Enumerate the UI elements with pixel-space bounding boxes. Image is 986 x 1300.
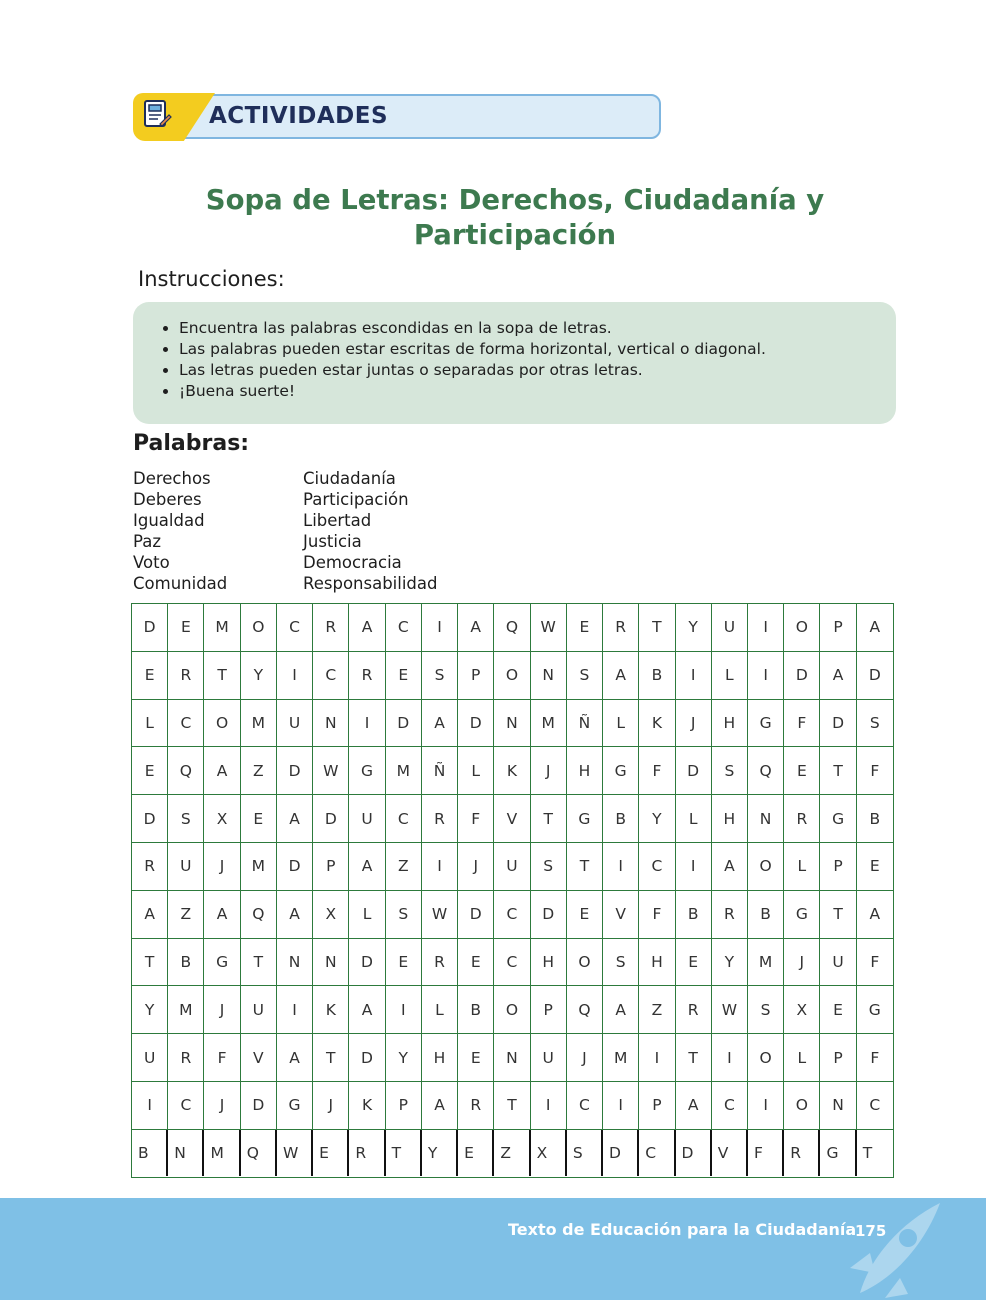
grid-cell: M (168, 986, 204, 1034)
grid-cell: I (422, 604, 458, 652)
grid-cell: L (458, 747, 494, 795)
grid-cell: U (712, 604, 748, 652)
grid-cell: T (132, 939, 168, 987)
word-item: Derechos (133, 469, 211, 488)
grid-cell: J (313, 1082, 349, 1130)
grid-cell: C (277, 604, 313, 652)
grid-cell: I (132, 1082, 168, 1130)
grid-cell: U (277, 700, 313, 748)
grid-cell: V (494, 795, 530, 843)
grid-cell: P (386, 1082, 422, 1130)
grid-row (132, 1034, 893, 1082)
word-item: Voto (133, 553, 170, 572)
word-item: Justicia (303, 532, 362, 551)
grid-cell: G (204, 939, 240, 987)
grid-cell: C (639, 843, 675, 891)
grid-cell: T (494, 1082, 530, 1130)
grid-cell: S (567, 652, 603, 700)
grid-cell: R (422, 795, 458, 843)
grid-cell: S (748, 986, 784, 1034)
grid-cell: N (313, 700, 349, 748)
grid-cell: Q (241, 891, 277, 939)
grid-cell: C (386, 795, 422, 843)
grid-cell: M (204, 604, 240, 652)
grid-cell: A (857, 891, 893, 939)
grid-cell: E (386, 939, 422, 987)
word-item: Ciudadanía (303, 469, 396, 488)
grid-cell: Q (748, 747, 784, 795)
grid-cell: N (531, 652, 567, 700)
grid-cell: A (204, 747, 240, 795)
grid-cell: V (603, 891, 639, 939)
grid-cell: I (748, 604, 784, 652)
grid-cell: R (784, 1130, 820, 1176)
grid-cell: U (349, 795, 385, 843)
grid-cell: O (748, 843, 784, 891)
grid-cell: O (784, 1082, 820, 1130)
grid-cell: I (277, 986, 313, 1034)
grid-cell: P (313, 843, 349, 891)
grid-cell: P (639, 1082, 675, 1130)
grid-cell: D (676, 747, 712, 795)
grid-cell: H (422, 1034, 458, 1082)
grid-cell: G (857, 986, 893, 1034)
grid-cell: D (277, 747, 313, 795)
grid-cell: F (458, 795, 494, 843)
grid-cell: T (386, 1130, 422, 1176)
grid-cell: B (458, 986, 494, 1034)
banner-title: ACTIVIDADES (209, 103, 389, 129)
grid-cell: T (820, 747, 856, 795)
grid-cell: X (531, 1130, 567, 1176)
grid-cell: J (458, 843, 494, 891)
page-title: Sopa de Letras: Derechos, Ciudadanía y Participación (205, 184, 825, 251)
grid-cell: B (676, 891, 712, 939)
grid-cell: A (603, 652, 639, 700)
grid-cell: R (676, 986, 712, 1034)
grid-cell: S (567, 1130, 603, 1176)
grid-cell: R (313, 604, 349, 652)
grid-cell: E (567, 604, 603, 652)
grid-cell: H (712, 795, 748, 843)
words-column-1 (133, 468, 227, 594)
grid-cell: A (422, 700, 458, 748)
grid-cell: D (349, 1034, 385, 1082)
grid-cell: V (712, 1130, 748, 1176)
grid-cell: Y (386, 1034, 422, 1082)
grid-cell: N (494, 1034, 530, 1082)
grid-cell: H (712, 700, 748, 748)
grid-cell: F (204, 1034, 240, 1082)
grid-cell: Y (676, 604, 712, 652)
grid-cell: Ñ (567, 700, 603, 748)
grid-cell: R (712, 891, 748, 939)
grid-cell: G (820, 1130, 856, 1176)
grid-cell: B (168, 939, 204, 987)
grid-cell: X (784, 986, 820, 1034)
grid-cell: H (639, 939, 675, 987)
grid-cell: I (639, 1034, 675, 1082)
grid-cell: L (349, 891, 385, 939)
grid-cell: A (349, 604, 385, 652)
grid-cell: V (241, 1034, 277, 1082)
grid-cell: D (857, 652, 893, 700)
grid-cell: I (386, 986, 422, 1034)
grid-row (132, 1130, 893, 1176)
grid-cell: I (676, 652, 712, 700)
grid-cell: N (313, 939, 349, 987)
grid-row (132, 747, 893, 795)
grid-cell: G (277, 1082, 313, 1130)
grid-cell: C (712, 1082, 748, 1130)
grid-cell: S (386, 891, 422, 939)
grid-cell: F (639, 891, 675, 939)
grid-cell: T (531, 795, 567, 843)
grid-cell: A (277, 1034, 313, 1082)
grid-cell: D (784, 652, 820, 700)
grid-cell: X (204, 795, 240, 843)
grid-cell: G (820, 795, 856, 843)
grid-cell: O (784, 604, 820, 652)
grid-cell: E (458, 939, 494, 987)
grid-cell: D (132, 795, 168, 843)
grid-cell: W (531, 604, 567, 652)
grid-cell: J (567, 1034, 603, 1082)
grid-cell: C (168, 700, 204, 748)
grid-cell: C (168, 1082, 204, 1130)
rocket-icon (830, 1198, 950, 1300)
grid-cell: O (748, 1034, 784, 1082)
grid-cell: M (241, 700, 277, 748)
grid-cell: K (313, 986, 349, 1034)
grid-cell: G (349, 747, 385, 795)
grid-cell: M (204, 1130, 240, 1176)
grid-cell: G (567, 795, 603, 843)
grid-cell: Q (567, 986, 603, 1034)
grid-cell: X (313, 891, 349, 939)
word-item: Igualdad (133, 511, 205, 530)
grid-cell: P (820, 604, 856, 652)
grid-cell: Y (241, 652, 277, 700)
grid-cell: F (857, 939, 893, 987)
grid-cell: E (241, 795, 277, 843)
word-item: Deberes (133, 490, 202, 509)
grid-cell: R (349, 1130, 385, 1176)
word-item: Participación (303, 490, 409, 509)
grid-cell: I (748, 1082, 784, 1130)
activities-banner (133, 93, 663, 143)
grid-cell: J (204, 843, 240, 891)
instruction-item: • Las letras pueden estar juntas o separadas por otras letras. (179, 360, 896, 381)
grid-cell: F (748, 1130, 784, 1176)
word-search-grid (131, 603, 894, 1178)
page-footer (0, 1198, 986, 1300)
grid-cell: S (712, 747, 748, 795)
grid-cell: E (784, 747, 820, 795)
grid-row (132, 700, 893, 748)
grid-cell: J (784, 939, 820, 987)
grid-cell: O (204, 700, 240, 748)
grid-cell: D (603, 1130, 639, 1176)
grid-cell: D (676, 1130, 712, 1176)
grid-cell: E (313, 1130, 349, 1176)
grid-cell: L (132, 700, 168, 748)
grid-cell: G (603, 747, 639, 795)
instructions-box (133, 302, 896, 424)
grid-row (132, 986, 893, 1034)
grid-cell: C (386, 604, 422, 652)
grid-cell: P (820, 843, 856, 891)
grid-cell: F (639, 747, 675, 795)
grid-cell: K (639, 700, 675, 748)
grid-cell: G (748, 700, 784, 748)
grid-cell: S (531, 843, 567, 891)
grid-cell: C (313, 652, 349, 700)
grid-cell: E (458, 1130, 494, 1176)
grid-cell: Z (168, 891, 204, 939)
grid-cell: R (132, 843, 168, 891)
grid-cell: D (349, 939, 385, 987)
instructions-heading: Instrucciones: (138, 267, 285, 291)
grid-cell: E (132, 652, 168, 700)
grid-cell: H (567, 747, 603, 795)
word-item: Democracia (303, 553, 402, 572)
grid-cell: N (748, 795, 784, 843)
grid-row (132, 891, 893, 939)
grid-cell: L (422, 986, 458, 1034)
grid-cell: H (531, 939, 567, 987)
instructions-list (133, 302, 896, 402)
grid-cell: C (494, 939, 530, 987)
grid-cell: W (712, 986, 748, 1034)
grid-cell: R (458, 1082, 494, 1130)
grid-cell: L (784, 843, 820, 891)
grid-cell: F (857, 747, 893, 795)
grid-row (132, 1082, 893, 1130)
grid-cell: D (458, 700, 494, 748)
grid-cell: Y (132, 986, 168, 1034)
grid-cell: N (168, 1130, 204, 1176)
word-item: Responsabilidad (303, 574, 438, 593)
grid-row (132, 843, 893, 891)
grid-cell: D (313, 795, 349, 843)
grid-cell: N (494, 700, 530, 748)
grid-cell: Q (494, 604, 530, 652)
grid-cell: I (277, 652, 313, 700)
grid-cell: I (676, 843, 712, 891)
grid-cell: A (603, 986, 639, 1034)
grid-cell: B (603, 795, 639, 843)
grid-cell: N (820, 1082, 856, 1130)
grid-cell: I (603, 1082, 639, 1130)
grid-cell: Ñ (422, 747, 458, 795)
footer-text: Texto de Educación para la Ciudadanía (508, 1220, 857, 1239)
grid-cell: P (458, 652, 494, 700)
grid-cell: A (422, 1082, 458, 1130)
grid-cell: O (494, 652, 530, 700)
grid-cell: J (676, 700, 712, 748)
grid-cell: Z (639, 986, 675, 1034)
grid-cell: D (531, 891, 567, 939)
grid-cell: I (748, 652, 784, 700)
grid-cell: E (857, 843, 893, 891)
grid-cell: R (603, 604, 639, 652)
grid-cell: S (422, 652, 458, 700)
grid-cell: T (862, 1143, 873, 1162)
grid-cell: T (204, 652, 240, 700)
grid-cell: T (567, 843, 603, 891)
grid-cell: K (349, 1082, 385, 1130)
grid-cell: N (277, 939, 313, 987)
grid-cell: T (676, 1034, 712, 1082)
grid-cell: M (748, 939, 784, 987)
grid-cell: J (204, 986, 240, 1034)
grid-cell: E (132, 747, 168, 795)
instruction-item: • Encuentra las palabras escondidas en la sopa de letras. (179, 318, 896, 339)
grid-cell: C (567, 1082, 603, 1130)
grid-cell: I (603, 843, 639, 891)
grid-cell: I (712, 1034, 748, 1082)
instruction-item: • Las palabras pueden estar escritas de forma horizontal, vertical o diagonal. (179, 339, 896, 360)
grid-cell: T (313, 1034, 349, 1082)
grid-cell: A (349, 843, 385, 891)
grid-cell: B (857, 795, 893, 843)
grid-cell: I (531, 1082, 567, 1130)
grid-cell: U (168, 843, 204, 891)
grid-cell: S (603, 939, 639, 987)
grid-cell: O (241, 604, 277, 652)
grid-cell: L (712, 652, 748, 700)
grid-row (132, 795, 893, 843)
grid-cell: Y (639, 795, 675, 843)
grid-cell: E (567, 891, 603, 939)
grid-cell: E (676, 939, 712, 987)
grid-cell: R (784, 795, 820, 843)
grid-cell: F (784, 700, 820, 748)
grid-cell: Q (241, 1130, 277, 1176)
grid-cell: I (422, 843, 458, 891)
activity-sheet-icon (140, 98, 172, 130)
words-column-2 (303, 468, 438, 594)
grid-cell: E (820, 986, 856, 1034)
grid-cell: M (386, 747, 422, 795)
grid-cell: P (531, 986, 567, 1034)
grid-cell: J (531, 747, 567, 795)
grid-cell: D (820, 700, 856, 748)
grid-cell: C (857, 1082, 893, 1130)
grid-cell: C (494, 891, 530, 939)
words-heading: Palabras: (133, 431, 250, 456)
grid-cell: U (531, 1034, 567, 1082)
grid-cell: Y (712, 939, 748, 987)
grid-cell: C (639, 1130, 675, 1176)
grid-cell: S (857, 700, 893, 748)
grid-cell: B (748, 891, 784, 939)
grid-cell: D (458, 891, 494, 939)
grid-cell: P (820, 1034, 856, 1082)
word-item: Paz (133, 532, 161, 551)
grid-cell: L (603, 700, 639, 748)
grid-cell: A (204, 891, 240, 939)
grid-cell: W (422, 891, 458, 939)
grid-cell: Z (241, 747, 277, 795)
grid-cell: U (494, 843, 530, 891)
grid-cell: L (784, 1034, 820, 1082)
grid-cell: A (676, 1082, 712, 1130)
grid-cell: Z (494, 1130, 530, 1176)
grid-row (132, 604, 893, 652)
grid-cell: Y (422, 1130, 458, 1176)
grid-cell: E (386, 652, 422, 700)
page-number: 175 (855, 1222, 887, 1240)
grid-cell: T (820, 891, 856, 939)
word-item: Libertad (303, 511, 372, 530)
grid-cell: W (277, 1130, 313, 1176)
grid-cell: M (531, 700, 567, 748)
grid-cell: E (168, 604, 204, 652)
grid-cell: U (820, 939, 856, 987)
grid-cell: M (603, 1034, 639, 1082)
grid-cell: A (277, 891, 313, 939)
grid-cell: K (494, 747, 530, 795)
grid-cell: J (204, 1082, 240, 1130)
grid-cell: L (676, 795, 712, 843)
grid-cell: O (494, 986, 530, 1034)
grid-cell: I (349, 700, 385, 748)
grid-cell: Z (386, 843, 422, 891)
grid-cell: O (567, 939, 603, 987)
grid-cell: R (168, 652, 204, 700)
grid-cell: W (313, 747, 349, 795)
grid-cell: A (132, 891, 168, 939)
grid-cell: A (820, 652, 856, 700)
grid-cell: E (458, 1034, 494, 1082)
grid-cell: G (784, 891, 820, 939)
grid-cell: A (277, 795, 313, 843)
grid-cell: D (386, 700, 422, 748)
grid-cell: T (241, 939, 277, 987)
grid-cell: A (857, 604, 893, 652)
grid-cell: R (422, 939, 458, 987)
grid-cell: Q (168, 747, 204, 795)
grid-cell: D (241, 1082, 277, 1130)
grid-cell: R (168, 1034, 204, 1082)
grid-cell: M (241, 843, 277, 891)
grid-cell: A (712, 843, 748, 891)
grid-cell: R (349, 652, 385, 700)
grid-cell: T (639, 604, 675, 652)
grid-cell: B (132, 1130, 168, 1176)
grid-row (132, 652, 893, 700)
grid-cell: U (241, 986, 277, 1034)
instruction-item: • ¡Buena suerte! (179, 381, 896, 402)
grid-cell: S (168, 795, 204, 843)
grid-cell: D (277, 843, 313, 891)
grid-cell: U (132, 1034, 168, 1082)
grid-cell: A (349, 986, 385, 1034)
grid-cell: B (639, 652, 675, 700)
grid-cell: F (857, 1034, 893, 1082)
grid-cell: D (132, 604, 168, 652)
grid-cell: A (458, 604, 494, 652)
word-item: Comunidad (133, 574, 228, 593)
grid-row (132, 939, 893, 987)
